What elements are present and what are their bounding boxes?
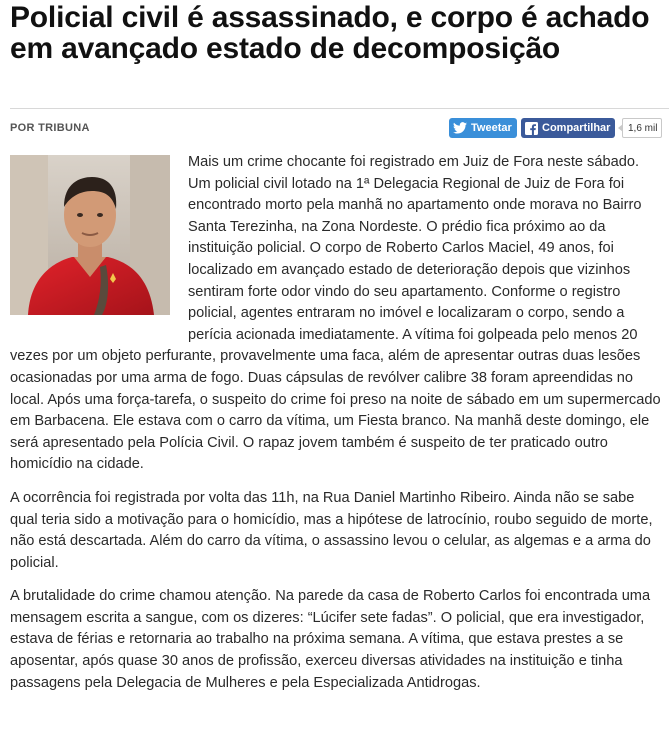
article-paragraph-3: A brutalidade do crime chamou atenção. Na parede da casa de Roberto Carlos foi encontrada uma mensagem escrita a sangue, com os dizeres: “Lúcifer sete fadas”. O policial, que era investigador, estava de férias e retornaria ao trabalho na próxima semana. A vítima, que estava prestes a se aposentar, após quase 30 anos de profissão, exerceu diversas atividades na instituição e tinha passagens pela Delegacia de Mulheres e pela Especializada Antidrogas.: [10, 588, 651, 691]
article-title: Policial civil é assassinado, e corpo é achado em avançado estado de decomposição: [10, 1, 650, 65]
article-paragraph-1: Mais um crime chocante foi registrado em Juiz de Fora neste sábado. Um policial civil lotado na 1ª Delegacia Regional de Juiz de Fora foi encontrado morto pela manhã no apartamento onde morava no Bairro Santa Terezinha, na Zona Nordeste. O prédio fica próximo ao da instituição policial. O corpo de Roberto Carlos Maciel, 49 anos, foi localizado em avançado estado de deterioração depois que vizinhos sentiram forte odor vindo do seu apartamento. Conforme o registro policial, agentes entraram no imóvel e localizaram o corpo, sendo a perícia acionada imediatamente. A vítima foi golpeada pelo menos 20 vezes por um objeto perfurante, provavelmente uma faca, além de apresentar outras duas lesões ocasionadas por uma arma de fogo. Duas cápsulas de revólver calibre 38 foram apreendidas no local. Após uma força-tarefa, o suspeito do crime foi preso na noite de sábado em um supermercado em Barbacena. Ele estava com o carro da vítima, um Fiesta branco. Na manhã deste domingo, ele será apresentado pela Polícia Civil. O rapaz jovem também é suspeito de ter praticado outro homicídio na cidade.: [10, 154, 661, 473]
facebook-icon: [525, 122, 538, 135]
share-facebook-label: Compartilhar: [542, 122, 611, 134]
byline: POR TRIBUNA: [10, 122, 90, 134]
tweet-label: Tweetar: [471, 122, 512, 134]
article-paragraph-2: A ocorrência foi registrada por volta das 11h, na Rua Daniel Martinho Ribeiro. Ainda não se sabe qual teria sido a motivação para o homicídio, mas a hipótese de latrocínio, roubo seguido de morte, não está descartada. Além do carro da vítima, o assassino levou o celular, as algemas e a arma do policial.: [10, 489, 653, 571]
tweet-button[interactable]: [449, 118, 517, 138]
article-body: [10, 152, 665, 706]
twitter-bird-icon: [453, 122, 467, 134]
photo-spacer: [10, 152, 188, 332]
share-count: 1,6 mil: [622, 118, 662, 138]
title-divider: [10, 108, 669, 109]
share-facebook-button[interactable]: [521, 118, 615, 138]
share-bar: [449, 118, 662, 138]
